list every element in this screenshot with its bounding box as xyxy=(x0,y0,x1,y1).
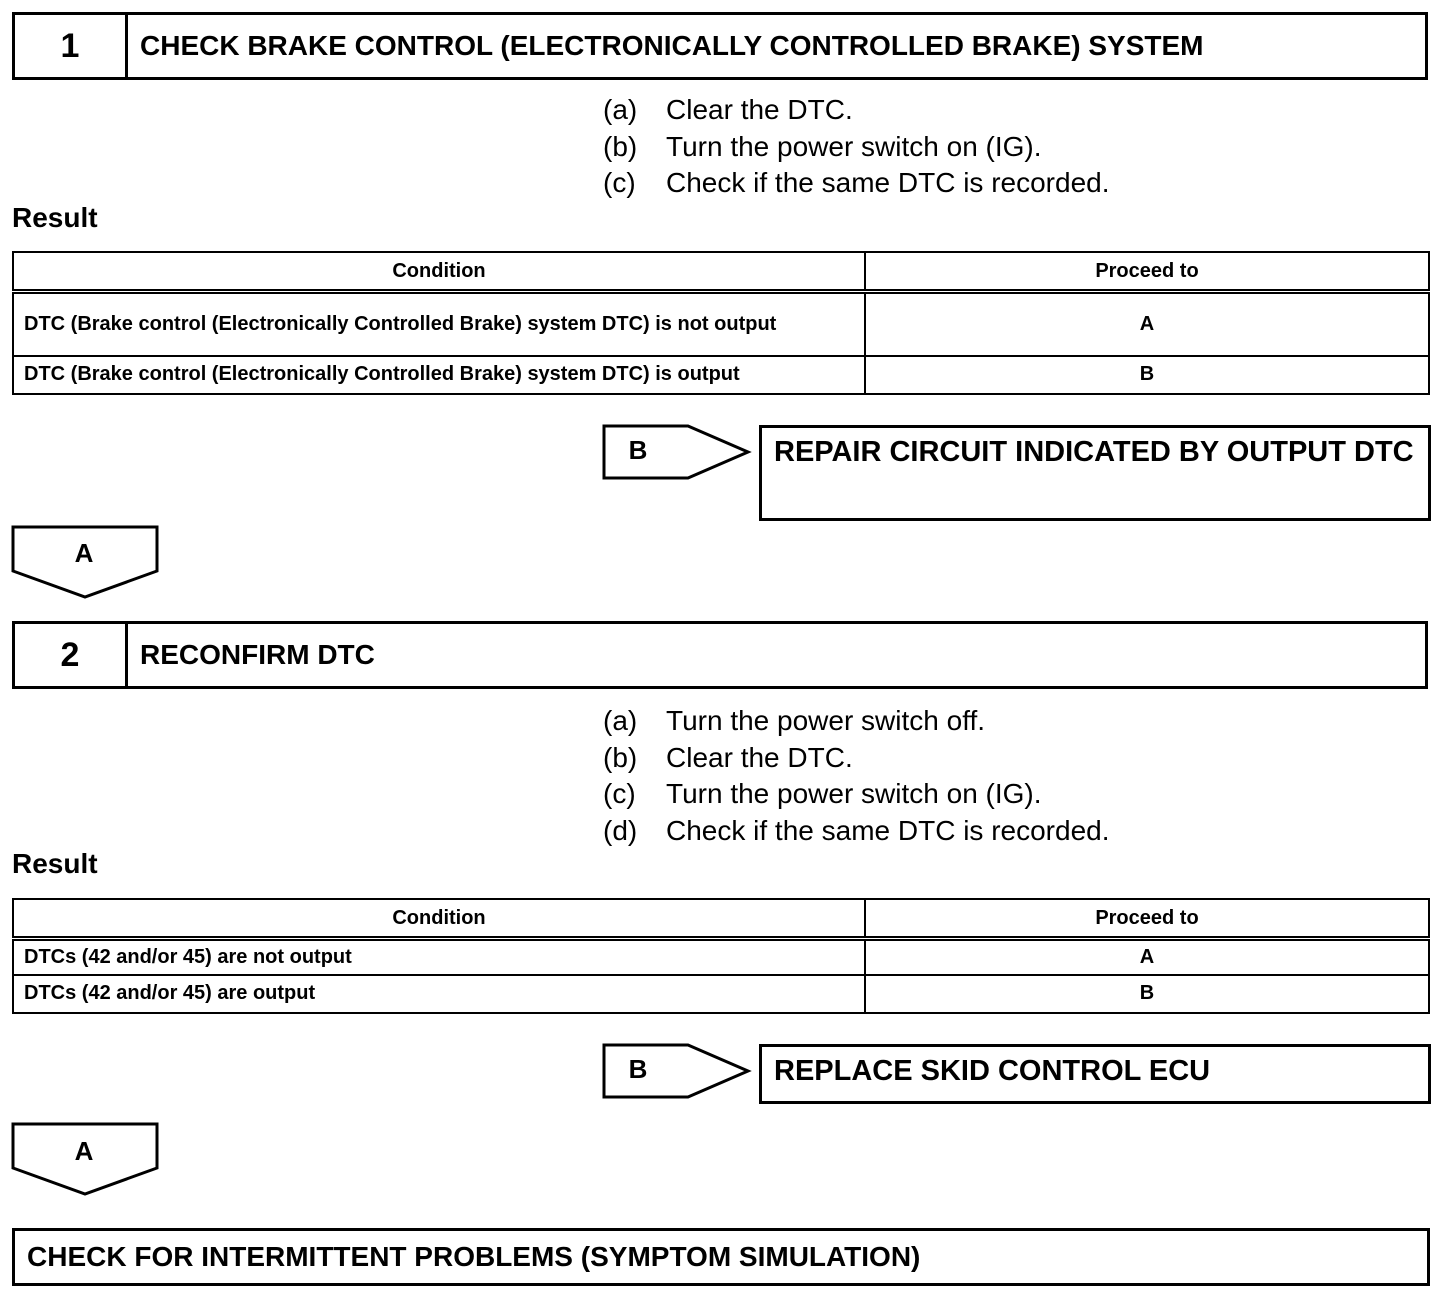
proceed-cell: A xyxy=(865,939,1429,975)
table-header-row xyxy=(13,252,1429,292)
table-row xyxy=(13,292,1429,356)
branch-b-label: B xyxy=(628,1054,648,1084)
instruction-text: Turn the power switch off. xyxy=(666,705,986,736)
proceed-cell: A xyxy=(865,292,1429,356)
instruction-label: (a) xyxy=(603,705,638,736)
table-row xyxy=(13,975,1429,1013)
branch-b-label: B xyxy=(628,435,648,465)
branch-a-label: A xyxy=(74,538,94,568)
proceed-cell: B xyxy=(865,975,1429,1013)
intermittent-problems-box: CHECK FOR INTERMITTENT PROBLEMS (SYMPTOM SIMULATION) xyxy=(12,1228,1430,1286)
step-2-number: 2 xyxy=(15,624,128,686)
branch-b-arrow xyxy=(602,1043,752,1099)
instruction-text: Turn the power switch on (IG). xyxy=(666,778,1042,809)
instruction-label: (b) xyxy=(603,741,638,773)
proceed-cell: B xyxy=(865,356,1429,394)
step-2-result-table xyxy=(12,898,1430,1014)
step-1-instructions xyxy=(603,92,1110,202)
branch-b-arrow xyxy=(602,424,752,480)
instruction-text: Clear the DTC. xyxy=(666,741,853,773)
instruction-text: Clear the DTC. xyxy=(666,94,853,125)
condition-cell: DTCs (42 and/or 45) are not output xyxy=(13,939,865,975)
step-1-title: CHECK BRAKE CONTROL (ELECTRONICALLY CONTROLLED BRAKE) SYSTEM xyxy=(140,30,1204,61)
instruction-text: Check if the same DTC is recorded. xyxy=(666,814,1110,846)
table-row xyxy=(13,939,1429,975)
condition-cell: DTC (Brake control (Electronically Controlled Brake) system DTC) is not output xyxy=(13,292,865,356)
instruction-item xyxy=(603,813,1110,850)
condition-cell: DTCs (42 and/or 45) are output xyxy=(13,975,865,1013)
instruction-item xyxy=(603,165,1110,202)
step-1-header xyxy=(12,12,1428,80)
table-header-row xyxy=(13,899,1429,939)
instruction-item xyxy=(603,703,1110,740)
column-header-proceed: Proceed to xyxy=(865,899,1429,939)
table-row xyxy=(13,356,1429,394)
instruction-item xyxy=(603,92,1110,129)
instruction-label: (c) xyxy=(603,778,636,809)
step-1-result-table xyxy=(12,251,1430,395)
replace-skid-control-ecu-box: REPLACE SKID CONTROL ECU xyxy=(759,1044,1431,1104)
instruction-item xyxy=(603,129,1110,166)
repair-circuit-box: REPAIR CIRCUIT INDICATED BY OUTPUT DTC xyxy=(759,425,1431,521)
branch-a-label: A xyxy=(74,1136,94,1166)
column-header-condition: Condition xyxy=(13,252,865,292)
condition-cell: DTC (Brake control (Electronically Controlled Brake) system DTC) is output xyxy=(13,356,865,394)
step-2-instructions xyxy=(603,703,1110,849)
instruction-label: (b) xyxy=(603,130,638,162)
step-1-result-label: Result xyxy=(12,202,98,233)
instruction-item xyxy=(603,776,1110,813)
step-2-title: RECONFIRM DTC xyxy=(140,639,375,670)
instruction-label: (d) xyxy=(603,814,638,846)
instruction-label: (c) xyxy=(603,167,636,198)
step-1-number: 1 xyxy=(15,15,128,77)
column-header-proceed: Proceed to xyxy=(865,252,1429,292)
column-header-condition: Condition xyxy=(13,899,865,939)
instruction-text: Check if the same DTC is recorded. xyxy=(666,167,1110,198)
step-2-header xyxy=(12,621,1428,689)
instruction-item xyxy=(603,740,1110,777)
step-2-result-label: Result xyxy=(12,848,98,879)
instruction-label: (a) xyxy=(603,94,638,125)
instruction-text: Turn the power switch on (IG). xyxy=(666,130,1042,162)
